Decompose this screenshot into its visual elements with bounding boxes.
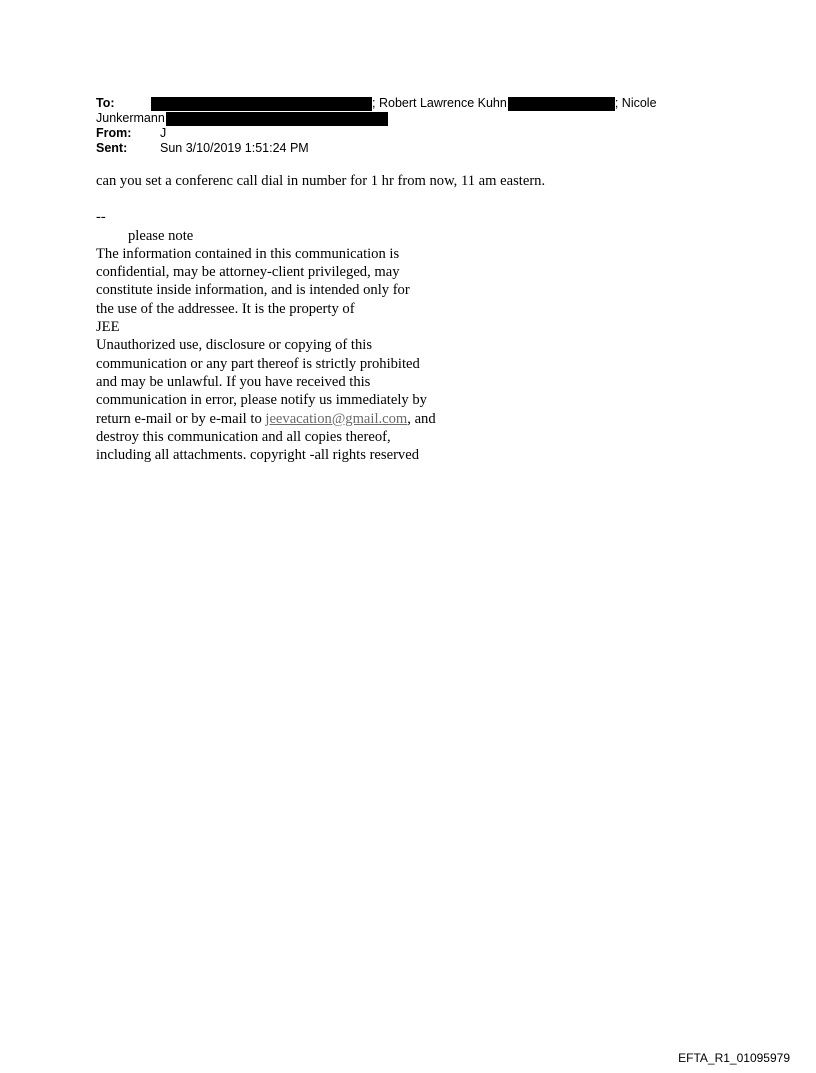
document-id: EFTA_R1_01095979 <box>678 1051 790 1065</box>
disclaimer-line: and may be unlawful. If you have received this <box>96 373 371 390</box>
email-header <box>96 96 696 156</box>
sent-row <box>96 141 696 156</box>
email-body <box>96 172 736 464</box>
to-separator: ; <box>614 96 619 110</box>
disclaimer-line: constitute inside information, and is intended only for <box>96 282 410 299</box>
disclaimer-line: destroy this communication and all copies thereof, <box>96 428 391 445</box>
redaction-block <box>166 112 388 126</box>
sent-label: Sent: <box>96 141 128 155</box>
email-line-prefix: return e-mail or by e-mail to <box>96 410 266 427</box>
to-label: To: <box>96 96 115 110</box>
disclaimer-line: confidential, may be attorney-client privileged, may <box>96 264 400 281</box>
to-row <box>96 96 696 111</box>
disclaimer-line: communication in error, please notify us immediately by <box>96 392 427 409</box>
to-row-continued <box>96 111 696 126</box>
disclaimer-line: including all attachments. copyright -all rights reserved <box>96 447 419 464</box>
to-recipient-name: Robert Lawrence Kuhn <box>378 96 507 110</box>
signature-separator: -- <box>96 209 106 226</box>
sent-value: Sun 3/10/2019 1:51:24 PM <box>160 141 309 155</box>
to-recipient-first-name: Nicole <box>621 96 657 110</box>
email-line-suffix: , and <box>407 410 436 427</box>
disclaimer-line: JEE <box>96 319 120 336</box>
from-label: From: <box>96 126 132 140</box>
disclaimer-line: communication or any part thereof is strictly prohibited <box>96 355 420 372</box>
email-link[interactable]: jeevacation@gmail.com <box>265 410 408 427</box>
disclaimer-line: Unauthorized use, disclosure or copying of this <box>96 337 373 354</box>
from-value: J <box>160 126 167 140</box>
redaction-block <box>508 97 615 111</box>
from-row <box>96 126 696 141</box>
message-text: can you set a conferenc call dial in number for 1 hr from now, 11 am eastern. <box>96 173 546 189</box>
redaction-block <box>151 97 372 111</box>
disclaimer-line: the use of the addressee. It is the property of <box>96 300 355 317</box>
to-recipient-last-name: Junkermann <box>96 111 165 125</box>
disclaimer-line: The information contained in this communication is <box>96 245 400 262</box>
signature-note: please note <box>128 227 194 244</box>
to-separator: ; <box>372 96 376 110</box>
disclaimer-email-line <box>96 410 736 428</box>
